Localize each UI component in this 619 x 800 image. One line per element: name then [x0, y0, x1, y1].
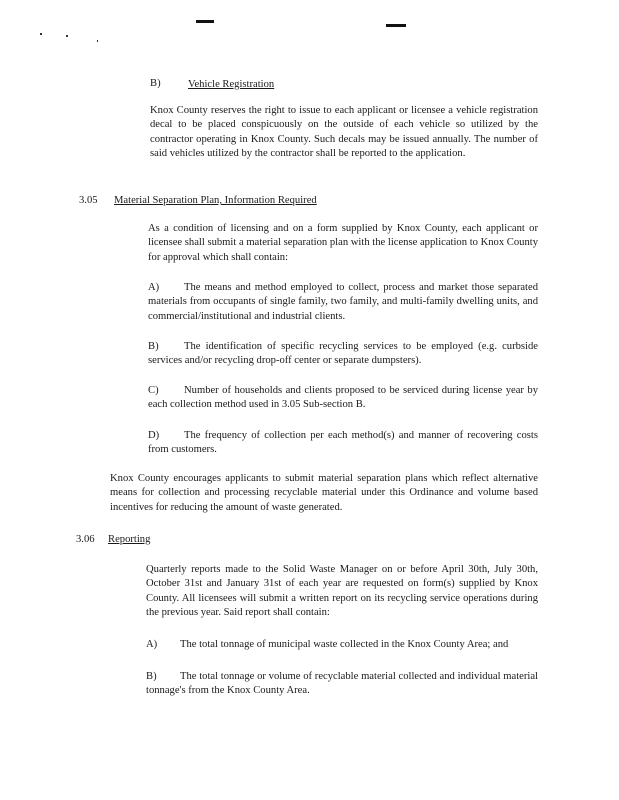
item-a-text: The means and method employed to collect, process and market those separated materials from occupants of single family, two family, and multi-family dwelling units, and commercial/institutional and industrial clients.: [148, 282, 538, 322]
report-item-b-text: The total tonnage or volume of recyclable material collected and individual material tonnage's from the Knox County Area.: [146, 671, 538, 697]
report-item-b-letter: B): [146, 671, 157, 682]
vehicle-registration-body: Knox County reserves the right to issue to each applicant or licensee a vehicle registration decal to be placed conspicuously on the outside of each vehicle so utilized by the contractor operating in Knox County. Such decals may be issued annually. The number of said vehicles utilized by the contractor shall be reported to the application.: [150, 105, 538, 160]
report-item-a-letter: A): [146, 639, 158, 650]
section-305-number: 3.05: [79, 195, 98, 206]
scan-speck: [66, 35, 68, 37]
header-mark-right: [386, 24, 406, 27]
item-b-letter: B): [148, 341, 159, 352]
item-b-text: The identification of specific recycling services to be employed (e.g. curbside services and/or recycling drop-off center or separate dumpsters).: [148, 341, 538, 367]
item-d-text: The frequency of collection per each method(s) and manner of recovering costs from customers.: [148, 430, 538, 456]
section-305-intro: As a condition of licensing and on a form supplied by Knox County, each applicant or licensee shall submit a material separation plan with the license application to Knox County for approval which shall contain:: [148, 223, 538, 263]
item-c-letter: C): [148, 385, 159, 396]
scan-speck: [40, 33, 42, 35]
section-305-closing: Knox County encourages applicants to submit material separation plans which reflect alternative means for collection and processing recyclable material under this Ordinance and volume based incentives for reducing the amount of waste generated.: [110, 473, 538, 513]
report-item-a-text: The total tonnage of municipal waste collected in the Knox County Area; and: [180, 639, 509, 650]
header-mark-left: [196, 20, 214, 23]
section-306-heading: Reporting: [108, 534, 151, 545]
item-a-letter: A): [148, 282, 160, 293]
section-306-number: 3.06: [76, 534, 95, 545]
item-c-text: Number of households and clients proposed to be serviced during license year by each collection method used in 3.05 Sub-section B.: [148, 385, 538, 411]
item-d-letter: D): [148, 430, 160, 441]
section-305-heading: Material Separation Plan, Information Required: [114, 195, 317, 206]
vehicle-item-letter: B): [150, 78, 161, 89]
section-306-intro: Quarterly reports made to the Solid Waste Manager on or before April 30th, July 30th, October 31st and January 31st of each year are requested on form(s) supplied by Knox County. All licensees will submit a written report on its recycling service operations during the previous year. Said report shall contain:: [146, 564, 538, 619]
scan-speck: [97, 40, 98, 42]
vehicle-registration-heading: Vehicle Registration: [188, 79, 275, 90]
